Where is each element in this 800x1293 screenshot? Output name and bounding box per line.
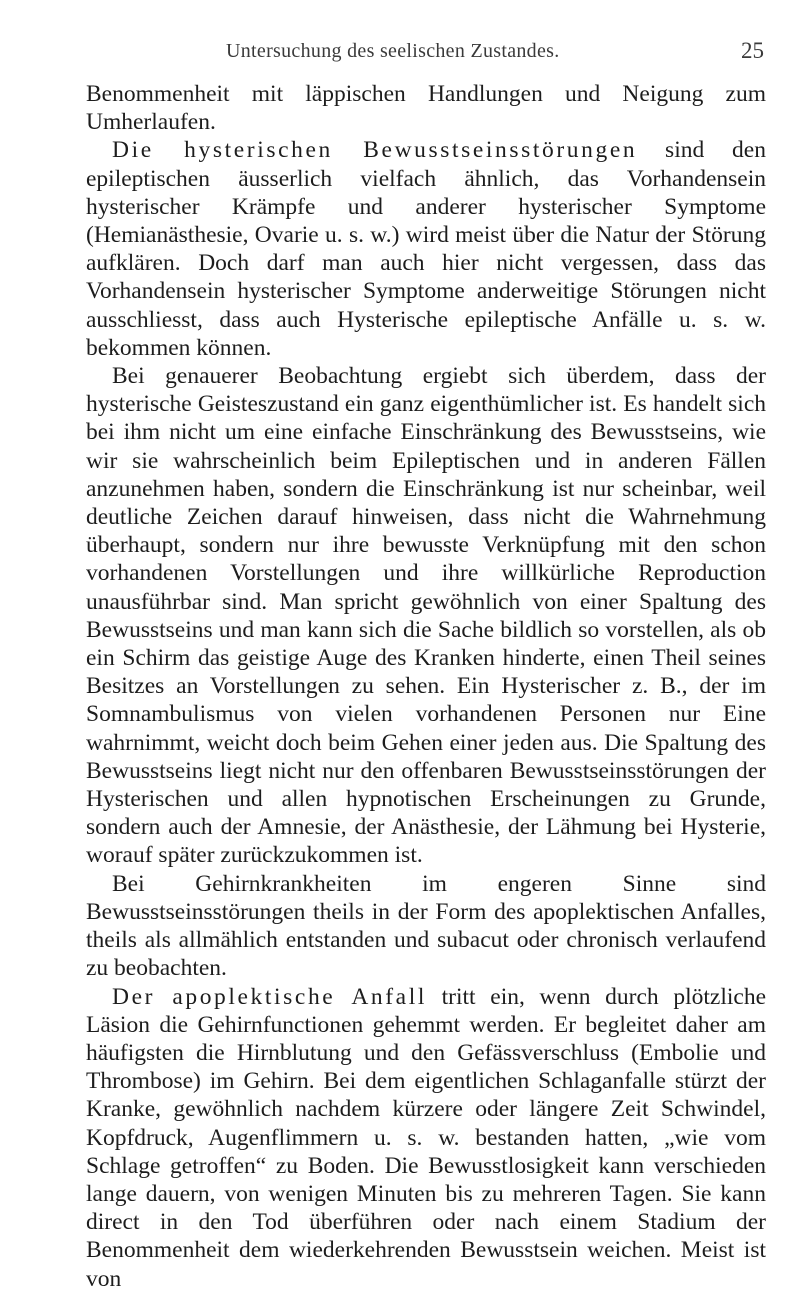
page-number: 25 bbox=[741, 38, 764, 63]
paragraph-text: Bei Gehirnkrankheiten im engeren Sinne sind Bewusstseinsstörungen theils in der Form des apoplektischen Anfalles, theils als allmählich entstanden und subacut oder chronisch verlaufend zu beobachten. bbox=[86, 870, 766, 982]
paragraph-observation bbox=[86, 362, 766, 870]
running-head bbox=[86, 36, 766, 66]
paragraph-continuation bbox=[86, 80, 766, 136]
paragraph-hysterical-disorders bbox=[86, 136, 766, 362]
body-text bbox=[86, 80, 766, 1293]
running-title: Untersuchung des seelischen Zustandes. bbox=[226, 40, 560, 62]
spaced-term: Die hysterischen Bewusstseinsstörungen bbox=[112, 137, 638, 164]
paragraph-text: Benommenheit mit läppischen Handlungen und Neigung zum Umherlaufen. bbox=[86, 81, 766, 136]
paragraph-text: tritt ein, wenn durch plötzliche Läsion die Gehirnfunctionen gehemmt werden. Er begleitet daher am häufigsten die Hirnblutung und den Gefässverschluss (Embolie und Thrombose) im Gehirn. Bei dem eigentlichen Schlaganfalle stürzt der Kranke, gewöhnlich nachdem kürzere oder längere Zeit Schwindel, Kopfdruck, Augenflimmern u. s. w. bestanden hatten, „wie vom Schlage getroffen“ zu Boden. Die Bewusstlosigkeit kann verschieden lange dauern, von wenigen Minuten bis zu mehreren Tagen. Sie kann direct in den Tod überführen oder nach einem Stadium der Benommenheit dem wiederkehrenden Bewusstsein weichen. Meist ist von bbox=[86, 983, 766, 1292]
paragraph-apoplectic-attack bbox=[86, 983, 766, 1293]
spaced-term: Der apoplektische Anfall bbox=[112, 983, 427, 1010]
paragraph-text: Bei genauerer Beobachtung ergiebt sich überdem, dass der hysterische Geisteszustand ein ganz eigenthümlicher ist. Es handelt sich bei ihm nicht um eine einfache Einschränkung des Bewusstseins, wie wir sie wahrscheinlich beim Epileptischen und in anderen Fällen anzunehmen haben, sondern die Einschränkung ist nur scheinbar, weil deutliche Zeichen darauf hinweisen, dass nicht die Wahrnehmung überhaupt, sondern nur ihre bewusste Verknüpfung mit den schon vorhandenen Vorstellungen und ihre willkürliche Reproduction unausführbar sind. Man spricht gewöhnlich von einer Spaltung des Bewusstseins und man kann sich die Sache bildlich so vorstellen, als ob ein Schirm das geistige Auge des Kranken hinderte, einen Theil seines Besitzes an Vorstellungen zu sehen. Ein Hysterischer z. B., der im Somnambulismus von vielen vorhandenen Personen nur Eine wahrnimmt, weicht doch beim Gehen einer jeden aus. Die Spaltung des Bewusstseins liegt nicht nur den offenbaren Bewusstseinsstörungen der Hysterischen und allen hypnotischen Erscheinungen zu Grunde, sondern auch der Amnesie, der Anästhesie, der Lähmung bei Hysterie, worauf später zurückzukommen ist. bbox=[86, 363, 766, 869]
paragraph-brain-diseases bbox=[86, 870, 766, 983]
paragraph-text: sind den epileptischen äusserlich vielfach ähnlich, das Vorhandensein hysterischer Krämpfe und anderer hysterischer Symptome (Hemianästhesie, Ovarie u. s. w.) wird meist über die Natur der Störung aufklären. Doch darf man auch hier nicht vergessen, dass das Vorhandensein hysterischer Symptome anderweitige Störungen nicht ausschliesst, dass auch Hysterische epileptische Anfälle u. s. w. bekommen können. bbox=[86, 137, 766, 361]
